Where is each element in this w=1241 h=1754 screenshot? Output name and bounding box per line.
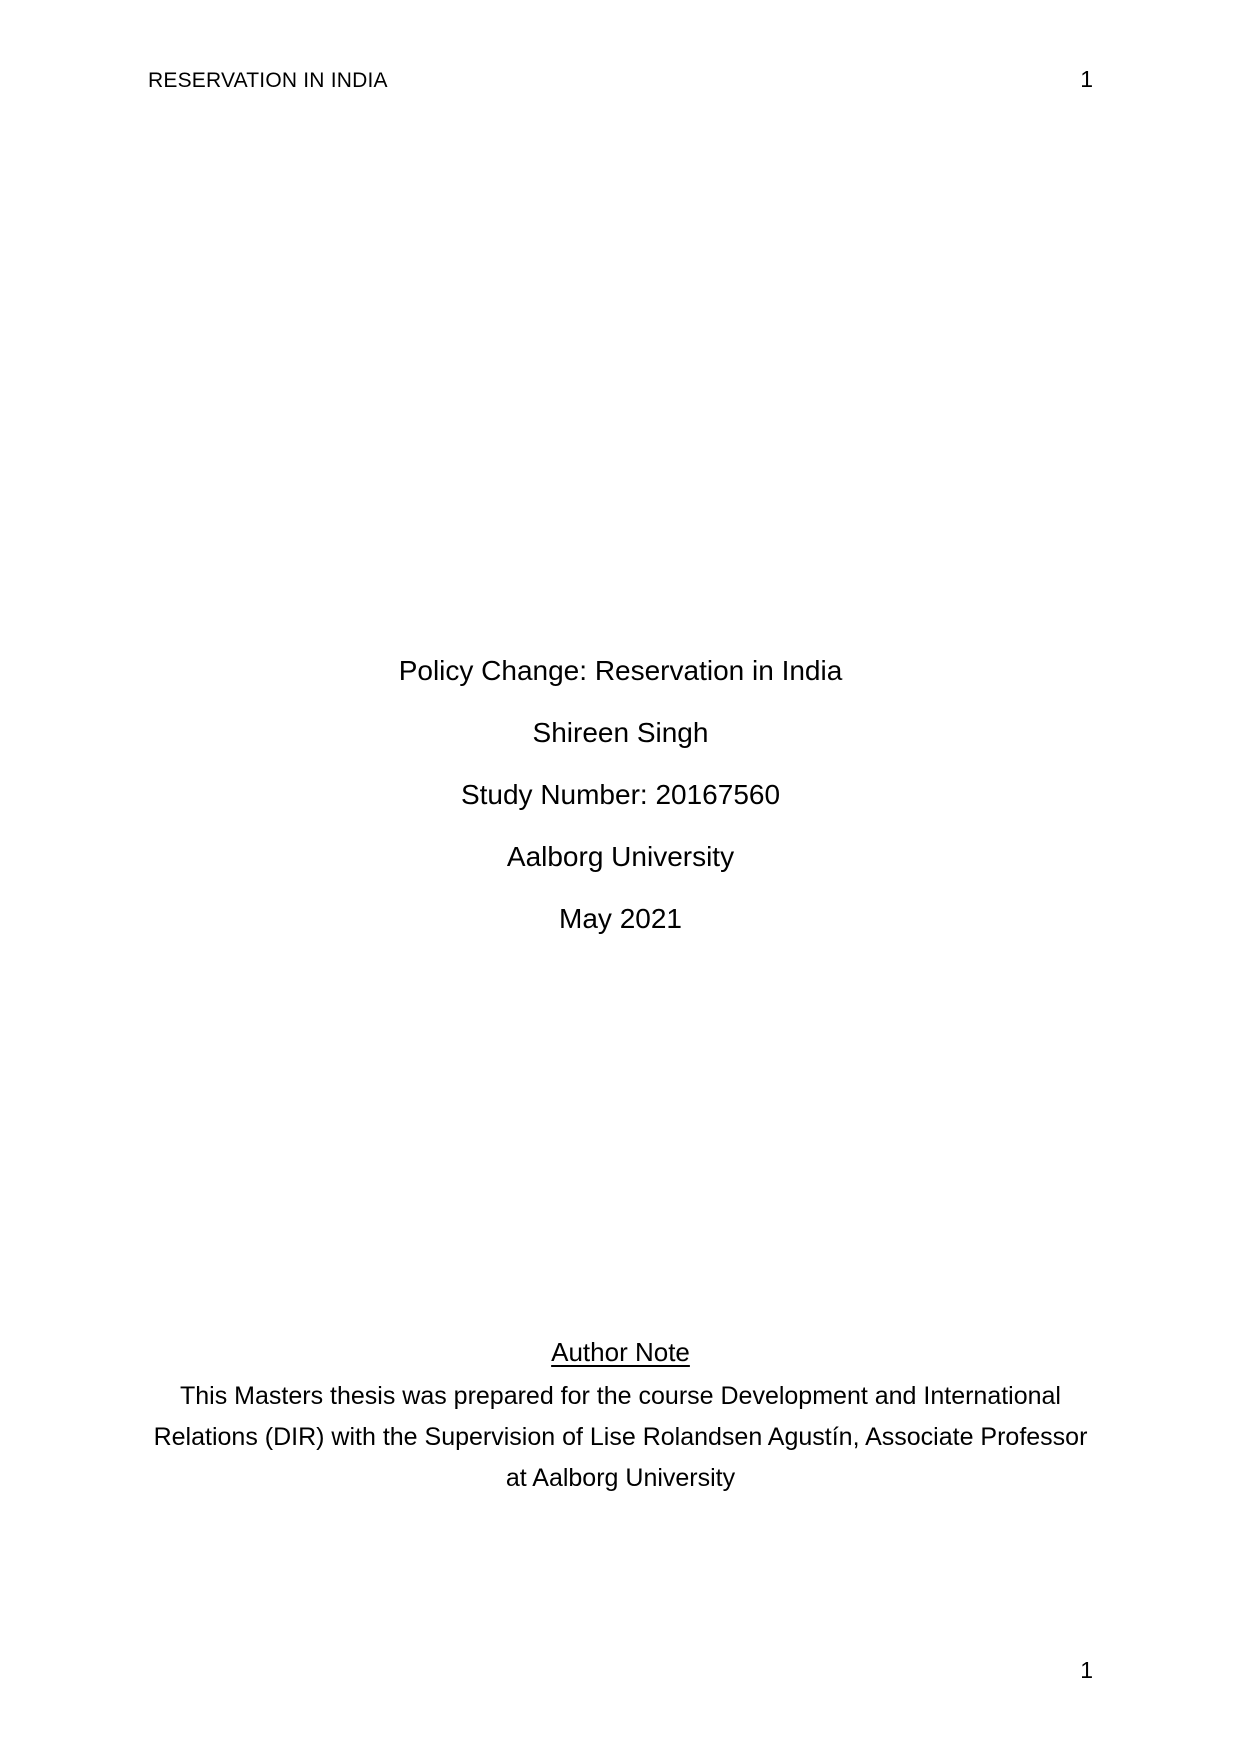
running-head-title: RESERVATION IN INDIA bbox=[148, 69, 388, 92]
institution-name: Aalborg University bbox=[506, 841, 735, 872]
author-note-line-1: This Masters thesis was prepared for the course Development and International bbox=[179, 1382, 1061, 1410]
author-name: Shireen Singh bbox=[532, 717, 709, 748]
author-note-body bbox=[140, 1376, 1101, 1499]
header-page-number: 1 bbox=[1080, 66, 1093, 92]
author-note-line-2: Relations (DIR) with the Supervision of Lise Rolandsen Agustín, Associate Professor bbox=[153, 1423, 1088, 1451]
author-note-heading bbox=[140, 1332, 1101, 1372]
page-title: Policy Change: Reservation in India bbox=[398, 655, 843, 686]
author-note-heading-text: Author Note bbox=[551, 1337, 690, 1367]
author-note-section bbox=[140, 1332, 1101, 1499]
submission-date: May 2021 bbox=[559, 903, 682, 934]
title-block bbox=[148, 640, 1093, 950]
page-footer bbox=[148, 1659, 1093, 1682]
footer-page-number: 1 bbox=[1080, 1657, 1093, 1683]
running-head bbox=[148, 68, 1093, 100]
author-note-line-3: at Aalborg University bbox=[505, 1464, 736, 1492]
study-number: Study Number: 20167560 bbox=[460, 779, 781, 810]
